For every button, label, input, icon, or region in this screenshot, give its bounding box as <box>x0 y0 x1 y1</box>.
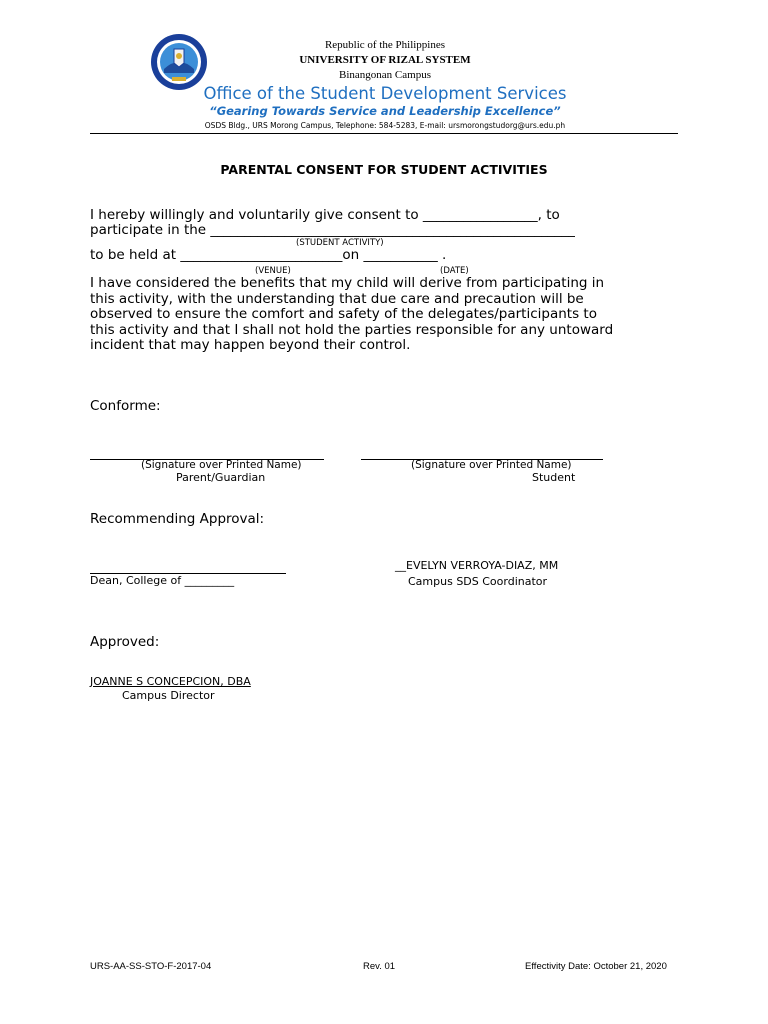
parent-role: Parent/Guardian <box>176 471 266 484</box>
campus-name: Binangonan Campus <box>339 69 431 81</box>
consent-paragraph-line-3: observed to ensure the comfort and safety of the delegates/participants to <box>90 306 597 322</box>
date-label: (DATE) <box>440 266 469 276</box>
recommending-heading: Recommending Approval: <box>90 511 265 527</box>
approved-heading: Approved: <box>90 634 160 650</box>
coordinator-title: Campus SDS Coordinator <box>408 575 548 588</box>
effectivity-date: Effectivity Date: October 21, 2020 <box>525 961 667 972</box>
coordinator-name: __EVELYN VERROYA-DIAZ, MM <box>395 559 559 572</box>
contact-info: OSDS Bldg., URS Morong Campus, Telephone: 584-5283, E-mail: ursmorongstudorg@urs.edu.ph <box>204 121 566 130</box>
consent-paragraph-line-5: incident that may happen beyond their control. <box>90 337 411 353</box>
consent-paragraph-line-2: this activity, with the understanding that due care and precaution will be <box>90 291 584 307</box>
consent-line-3: to be held at ________________________on ___________ . <box>90 247 447 263</box>
student-signature-label: (Signature over Printed Name) <box>411 459 572 471</box>
document-title: PARENTAL CONSENT FOR STUDENT ACTIVITIES <box>220 162 548 177</box>
motto: “Gearing Towards Service and Leadership Excellence” <box>209 104 561 118</box>
student-activity-label: (STUDENT ACTIVITY) <box>296 238 384 248</box>
consent-paragraph-line-4: this activity and that I shall not hold the parties responsible for any untoward <box>90 322 614 338</box>
consent-paragraph-line-1: I have considered the benefits that my child will derive from participating in <box>90 275 605 291</box>
director-name: JOANNE S CONCEPCION, DBA <box>90 675 251 688</box>
consent-line-1: I hereby willingly and voluntarily give consent to _________________, to <box>90 207 560 223</box>
director-title: Campus Director <box>122 689 215 702</box>
conforme-heading: Conforme: <box>90 398 161 414</box>
revision: Rev. 01 <box>363 961 396 972</box>
header-divider <box>90 133 678 134</box>
university-name: UNIVERSITY OF RIZAL SYSTEM <box>299 54 471 66</box>
republic-line: Republic of the Philippines <box>324 39 446 51</box>
venue-label: (VENUE) <box>255 266 291 276</box>
form-code: URS-AA-SS-STO-F-2017-04 <box>90 961 212 972</box>
student-role: Student <box>532 471 576 484</box>
parent-signature-label: (Signature over Printed Name) <box>141 459 302 471</box>
office-name: Office of the Student Development Services <box>203 84 567 103</box>
consent-line-2: participate in the ______________________________________________________ <box>90 222 575 238</box>
dean-label: Dean, College of _________ <box>90 574 235 587</box>
